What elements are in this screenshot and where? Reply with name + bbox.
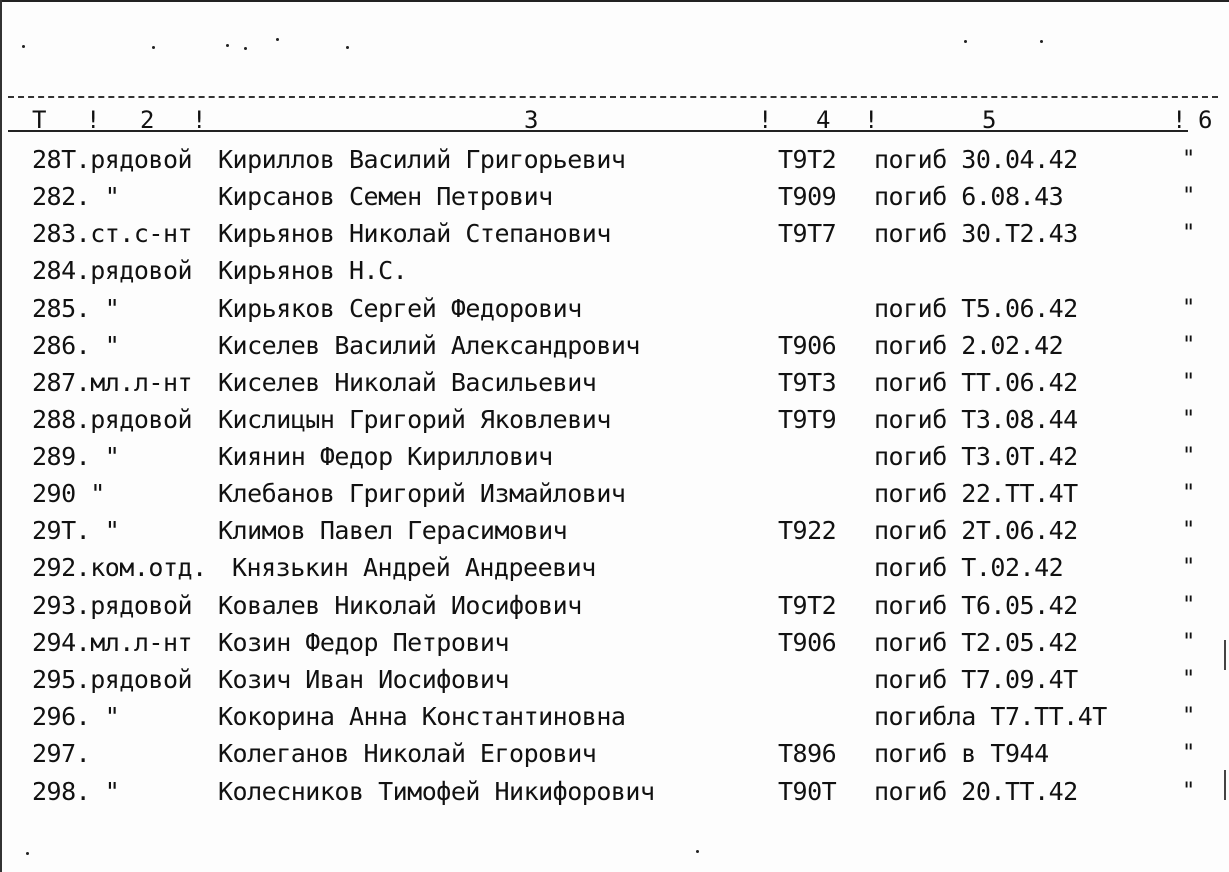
record-ditto-mark: " [1182, 147, 1195, 172]
record-birth-year: Т90Т [778, 777, 837, 806]
record-number-rank: 298. " [32, 777, 120, 806]
record-number-rank: 285. " [32, 294, 120, 323]
record-number-rank: 29Т. " [32, 516, 120, 545]
record-number-rank: 283.ст.с-нт [32, 219, 193, 248]
record-ditto-mark: " [1182, 704, 1195, 729]
table-row [0, 625, 1229, 661]
scan-speck [22, 45, 25, 48]
record-ditto-mark: " [1182, 741, 1195, 766]
table-row [0, 662, 1229, 698]
record-fate: погиб 6.08.43 [874, 182, 1064, 211]
table-row [0, 328, 1229, 364]
record-ditto-mark: " [1182, 370, 1195, 395]
record-full-name: Козин Федор Петрович [218, 628, 510, 657]
record-fate: погиб 30.04.42 [874, 145, 1078, 174]
record-full-name: Климов Павел Герасимович [218, 516, 568, 545]
header-separator: ! [758, 106, 773, 134]
header-col-4: 4 [816, 106, 831, 134]
header-col-6: 6 [1198, 106, 1213, 134]
table-row [0, 588, 1229, 624]
record-number-rank: 289. " [32, 442, 120, 471]
header-top-rule [8, 96, 1218, 98]
record-birth-year: Т9Т7 [778, 219, 837, 248]
record-number-rank: 288.рядовой [32, 405, 193, 434]
record-number-rank: 294.мл.л-нт [32, 628, 193, 657]
record-ditto-mark: " [1182, 407, 1195, 432]
header-separator: ! [192, 106, 207, 134]
header-col-3: 3 [524, 106, 539, 134]
record-number-rank: 292.ком.отд. [32, 553, 207, 582]
record-full-name: Кирьяков Сергей Федорович [218, 294, 582, 323]
record-ditto-mark: " [1182, 184, 1195, 209]
scan-speck [244, 47, 247, 50]
record-number-rank: 282. " [32, 182, 120, 211]
record-number-rank: 286. " [32, 331, 120, 360]
record-fate: погиб Т3.0Т.42 [874, 442, 1078, 471]
record-birth-year: Т9Т2 [778, 591, 837, 620]
table-row [0, 550, 1229, 586]
record-number-rank: 290 " [32, 479, 105, 508]
record-full-name: Ковалев Николай Иосифович [218, 591, 582, 620]
record-ditto-mark: " [1182, 333, 1195, 358]
record-ditto-mark: " [1182, 593, 1195, 618]
record-birth-year: Т906 [778, 331, 837, 360]
header-separator: ! [864, 106, 879, 134]
table-row [0, 253, 1229, 289]
record-full-name: Козич Иван Иосифович [218, 665, 510, 694]
table-row [0, 774, 1229, 810]
record-ditto-mark: " [1182, 444, 1195, 469]
record-number-rank: 284.рядовой [32, 256, 193, 285]
record-full-name: Кирьянов Н.С. [218, 256, 408, 285]
scan-speck [26, 852, 29, 855]
record-full-name: Клебанов Григорий Измайлович [218, 479, 626, 508]
scan-speck [226, 44, 229, 47]
record-fate: погиб 2.02.42 [874, 331, 1064, 360]
record-fate: погиб 2Т.06.42 [874, 516, 1078, 545]
record-full-name: Колеганов Николай Егорович [218, 739, 597, 768]
scan-speck [276, 38, 279, 41]
table-row [0, 513, 1229, 549]
table-row [0, 142, 1229, 178]
record-fate: погиб Т2.05.42 [874, 628, 1078, 657]
scan-speck [964, 40, 967, 43]
record-birth-year: Т9Т3 [778, 368, 837, 397]
record-number-rank: 297. [32, 739, 91, 768]
record-ditto-mark: " [1182, 555, 1195, 580]
record-ditto-mark: " [1182, 518, 1195, 543]
record-fate: погибла Т7.ТТ.4Т [874, 702, 1107, 731]
record-full-name: Киселев Василий Александрович [218, 331, 640, 360]
record-birth-year: Т896 [778, 739, 837, 768]
scan-speck [152, 46, 155, 49]
record-full-name: Князькин Андрей Андреевич [232, 553, 596, 582]
table-row [0, 699, 1229, 735]
record-fate: погиб 22.ТТ.4Т [874, 479, 1078, 508]
header-separator: ! [86, 106, 101, 134]
scan-speck [1040, 40, 1043, 43]
scan-speck [346, 46, 349, 49]
record-birth-year: Т909 [778, 182, 837, 211]
record-number-rank: 293.рядовой [32, 591, 193, 620]
record-fate: погиб в Т944 [874, 739, 1049, 768]
record-fate: погиб Т5.06.42 [874, 294, 1078, 323]
record-fate: погиб Т.02.42 [874, 553, 1064, 582]
scan-speck [696, 850, 699, 853]
header-bottom-rule [8, 130, 1188, 132]
table-row [0, 439, 1229, 475]
record-fate: погиб 20.ТТ.42 [874, 777, 1078, 806]
record-full-name: Кирьянов Николай Степанович [218, 219, 611, 248]
record-ditto-mark: " [1182, 779, 1195, 804]
record-full-name: Кириллов Василий Григорьевич [218, 145, 626, 174]
table-row [0, 291, 1229, 327]
record-ditto-mark: " [1182, 630, 1195, 655]
record-fate: погиб Т6.05.42 [874, 591, 1078, 620]
record-number-rank: 287.мл.л-нт [32, 368, 193, 397]
record-fate: погиб Т7.09.4Т [874, 665, 1078, 694]
header-col-1: Т [32, 106, 47, 134]
table-row [0, 365, 1229, 401]
table-row [0, 216, 1229, 252]
record-birth-year: Т906 [778, 628, 837, 657]
record-fate: погиб Т3.08.44 [874, 405, 1078, 434]
record-number-rank: 295.рядовой [32, 665, 193, 694]
record-full-name: Киселев Николай Васильевич [218, 368, 597, 397]
header-separator: ! [1172, 106, 1187, 134]
record-number-rank: 28Т.рядовой [32, 145, 193, 174]
record-ditto-mark: " [1182, 667, 1195, 692]
record-fate: погиб 30.Т2.43 [874, 219, 1078, 248]
record-ditto-mark: " [1182, 481, 1195, 506]
record-ditto-mark: " [1182, 296, 1195, 321]
record-birth-year: Т9Т9 [778, 405, 837, 434]
record-number-rank: 296. " [32, 702, 120, 731]
record-full-name: Кирсанов Семен Петрович [218, 182, 553, 211]
record-full-name: Колесников Тимофей Никифорович [218, 777, 655, 806]
record-ditto-mark: " [1182, 221, 1195, 246]
table-row [0, 736, 1229, 772]
header-col-2: 2 [140, 106, 155, 134]
top-edge-line [0, 0, 1229, 2]
record-full-name: Киянин Федор Кириллович [218, 442, 553, 471]
table-row [0, 476, 1229, 512]
record-birth-year: Т922 [778, 516, 837, 545]
record-full-name: Кислицын Григорий Яковлевич [218, 405, 611, 434]
header-col-5: 5 [982, 106, 997, 134]
record-full-name: Кокорина Анна Константиновна [218, 702, 626, 731]
record-birth-year: Т9Т2 [778, 145, 837, 174]
record-fate: погиб ТТ.06.42 [874, 368, 1078, 397]
table-row [0, 179, 1229, 215]
table-row [0, 402, 1229, 438]
